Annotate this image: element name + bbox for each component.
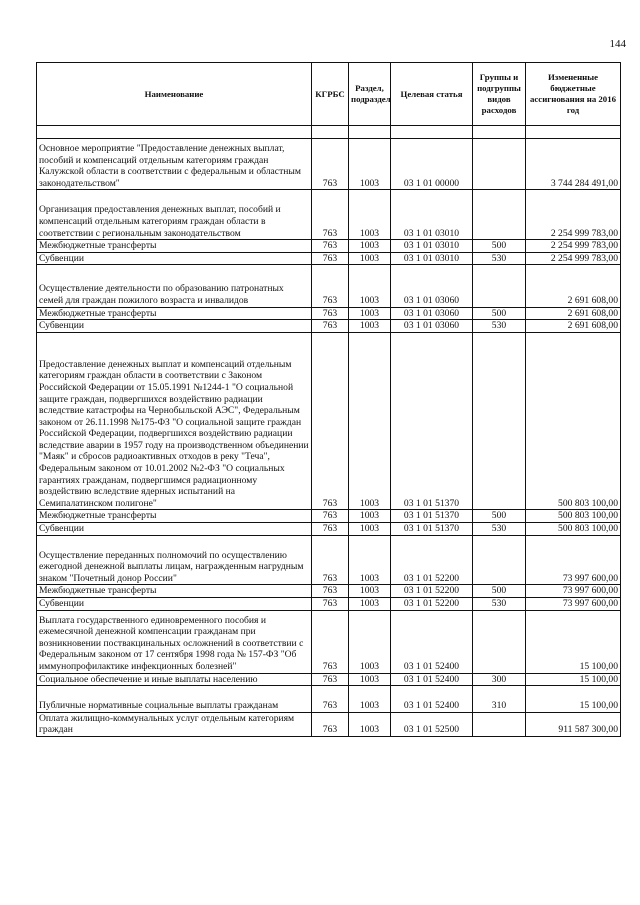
row-kgrbs: 763 [312, 535, 349, 585]
row-section: 1003 [349, 585, 391, 598]
table-body [37, 126, 621, 737]
row-section: 1003 [349, 307, 391, 320]
table-row [37, 265, 621, 307]
row-group [473, 610, 526, 673]
row-target: 03 1 01 51370 [391, 523, 473, 536]
table-row [37, 240, 621, 253]
row-target: 03 1 01 52200 [391, 585, 473, 598]
row-amount: 2 691 608,00 [526, 320, 621, 333]
row-amount: 15 100,00 [526, 673, 621, 686]
header-groups: Группы и подгруппы видов расходов [473, 63, 526, 126]
row-kgrbs: 763 [312, 332, 349, 510]
row-kgrbs: 763 [312, 252, 349, 265]
row-amount: 500 803 100,00 [526, 510, 621, 523]
table-header-row [37, 63, 621, 126]
row-name: Социальное обеспечение и иные выплаты населению [37, 673, 312, 686]
row-group [473, 535, 526, 585]
row-group [473, 190, 526, 240]
row-section: 1003 [349, 673, 391, 686]
row-name: Межбюджетные трансферты [37, 510, 312, 523]
table-row [37, 320, 621, 333]
row-group: 500 [473, 240, 526, 253]
row-target: 03 1 01 03060 [391, 307, 473, 320]
table-row [37, 610, 621, 673]
row-target: 03 1 01 52400 [391, 673, 473, 686]
row-section: 1003 [349, 139, 391, 190]
table-row [37, 252, 621, 265]
row-section: 1003 [349, 190, 391, 240]
row-target: 03 1 01 51370 [391, 332, 473, 510]
table-row [37, 712, 621, 736]
table-row [37, 673, 621, 686]
row-section: 1003 [349, 320, 391, 333]
row-amount: 3 744 284 491,00 [526, 139, 621, 190]
row-kgrbs: 763 [312, 510, 349, 523]
row-name: Межбюджетные трансферты [37, 585, 312, 598]
table-row [37, 126, 621, 139]
row-kgrbs: 763 [312, 320, 349, 333]
row-target: 03 1 01 51370 [391, 510, 473, 523]
row-name: Публичные нормативные социальные выплаты гражданам [37, 686, 312, 713]
row-group: 530 [473, 523, 526, 536]
row-amount: 73 997 600,00 [526, 598, 621, 611]
row-amount: 73 997 600,00 [526, 585, 621, 598]
row-amount: 2 254 999 783,00 [526, 240, 621, 253]
row-section: 1003 [349, 265, 391, 307]
table-row [37, 139, 621, 190]
row-kgrbs: 763 [312, 686, 349, 713]
row-name: Субвенции [37, 523, 312, 536]
page-number: 144 [609, 38, 626, 50]
header-kgrbs: КГРБС [312, 63, 349, 126]
row-group: 530 [473, 598, 526, 611]
table-row [37, 510, 621, 523]
row-target: 03 1 01 52400 [391, 686, 473, 713]
row-kgrbs: 763 [312, 139, 349, 190]
row-name: Организация предоставления денежных выплат, пособий и компенсаций отдельным категориям граждан области в соответствии с региональным законодательством [37, 190, 312, 240]
row-amount: 73 997 600,00 [526, 535, 621, 585]
row-amount: 500 803 100,00 [526, 332, 621, 510]
table-row [37, 585, 621, 598]
row-name: Межбюджетные трансферты [37, 240, 312, 253]
row-group [473, 265, 526, 307]
row-section: 1003 [349, 332, 391, 510]
row-target: 03 1 01 52200 [391, 598, 473, 611]
row-name: Осуществление деятельности по образованию патронатных семей для граждан пожилого возраста и инвалидов [37, 265, 312, 307]
row-name: Межбюджетные трансферты [37, 307, 312, 320]
row-name: Предоставление денежных выплат и компенсаций отдельным категориям граждан области в соответствии с Законом Российской Федерации от 15.05.1991 №1244-1 "О социальной защите граждан, подвергшихся воздействию радиации вследствие катастрофы на Чернобыльской АЭС", Федеральным законом от 26.11.1998 №175-ФЗ "О социальной защите граждан Российской Федерации, подвергшихся воздействию радиации вследствие аварии в 1957 году на производственном объединении "Маяк" и сбросов радиоактивных отходов в реку "Теча", Федеральным законом от 10.01.2002 №2-ФЗ "О социальных гарантиях гражданам, подвергшимся радиационному воздействию вследствие ядерных испытаний на Семипалатинском полигоне" [37, 332, 312, 510]
row-kgrbs: 763 [312, 610, 349, 673]
row-group: 500 [473, 510, 526, 523]
row-amount: 2 254 999 783,00 [526, 190, 621, 240]
row-kgrbs: 763 [312, 265, 349, 307]
row-amount: 911 587 300,00 [526, 712, 621, 736]
row-kgrbs: 763 [312, 598, 349, 611]
table-row [37, 523, 621, 536]
row-kgrbs: 763 [312, 585, 349, 598]
row-target: 03 1 01 52200 [391, 535, 473, 585]
row-group: 530 [473, 320, 526, 333]
row-kgrbs: 763 [312, 190, 349, 240]
table-row [37, 332, 621, 510]
row-group: 310 [473, 686, 526, 713]
table-row [37, 190, 621, 240]
table-row [37, 307, 621, 320]
row-target: 03 1 01 52500 [391, 712, 473, 736]
row-target: 03 1 01 00000 [391, 139, 473, 190]
row-name: Субвенции [37, 252, 312, 265]
row-kgrbs: 763 [312, 240, 349, 253]
row-group [473, 139, 526, 190]
row-section: 1003 [349, 598, 391, 611]
budget-table [36, 62, 621, 737]
row-section: 1003 [349, 712, 391, 736]
row-name: Субвенции [37, 320, 312, 333]
row-amount: 15 100,00 [526, 610, 621, 673]
row-name: Выплата государственного единовременного пособия и ежемесячной денежной компенсации гражданам при возникновении поствакцинальных осложнений в соответствии с Федеральным законом от 17 сентября 1998 года № 157-ФЗ "Об иммунопрофилактике инфекционных болезней" [37, 610, 312, 673]
row-group [473, 712, 526, 736]
row-name: Осуществление переданных полномочий по осуществлению ежегодной денежной выплаты лицам, награжденным нагрудным знаком "Почетный донор России" [37, 535, 312, 585]
header-amount: Измененные бюджетные ассигнования на 2016 год [526, 63, 621, 126]
row-section: 1003 [349, 252, 391, 265]
row-name: Субвенции [37, 598, 312, 611]
row-section: 1003 [349, 535, 391, 585]
row-name: Оплата жилищно-коммунальных услуг отдельным категориям граждан [37, 712, 312, 736]
row-group: 500 [473, 307, 526, 320]
row-section: 1003 [349, 523, 391, 536]
table-row [37, 535, 621, 585]
row-amount: 500 803 100,00 [526, 523, 621, 536]
row-section: 1003 [349, 686, 391, 713]
row-section: 1003 [349, 240, 391, 253]
row-amount: 2 691 608,00 [526, 307, 621, 320]
row-target: 03 1 01 03010 [391, 190, 473, 240]
row-kgrbs: 763 [312, 712, 349, 736]
row-kgrbs: 763 [312, 673, 349, 686]
header-target: Целевая статья [391, 63, 473, 126]
row-group [473, 332, 526, 510]
row-amount: 2 691 608,00 [526, 265, 621, 307]
row-amount: 2 254 999 783,00 [526, 252, 621, 265]
row-target: 03 1 01 03010 [391, 252, 473, 265]
row-kgrbs: 763 [312, 523, 349, 536]
row-target: 03 1 01 03060 [391, 320, 473, 333]
row-section: 1003 [349, 610, 391, 673]
header-name: Наименование [37, 63, 312, 126]
table-row [37, 686, 621, 713]
row-group: 300 [473, 673, 526, 686]
row-amount: 15 100,00 [526, 686, 621, 713]
header-section: Раздел, подраздел [349, 63, 391, 126]
row-target: 03 1 01 03010 [391, 240, 473, 253]
row-section: 1003 [349, 510, 391, 523]
row-kgrbs: 763 [312, 307, 349, 320]
row-name: Основное мероприятие "Предоставление денежных выплат, пособий и компенсаций отдельным категориям граждан Калужской области в соответствии с федеральным и областным законодательством" [37, 139, 312, 190]
row-target: 03 1 01 03060 [391, 265, 473, 307]
row-target: 03 1 01 52400 [391, 610, 473, 673]
row-group: 530 [473, 252, 526, 265]
row-group: 500 [473, 585, 526, 598]
table-row [37, 598, 621, 611]
